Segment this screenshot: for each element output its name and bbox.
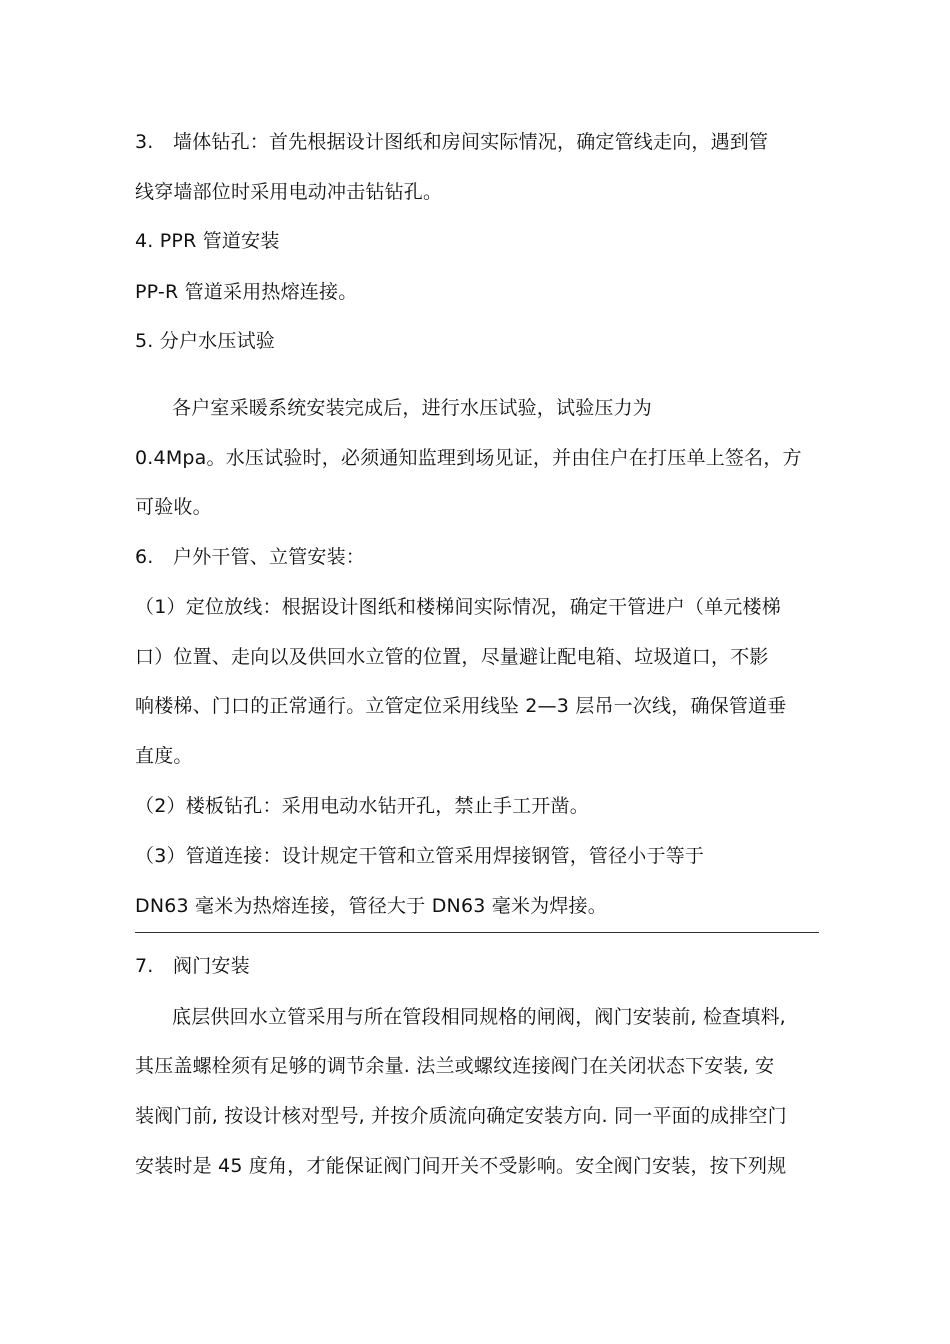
section-6-heading [135,545,825,569]
section-6-number: 6. [135,546,154,568]
section-6-item-3-line-1: （3）管道连接：设计规定干管和立管采用焊接钢管，管径小于等于 [135,845,705,867]
section-4-body: PP-R 管道采用热熔连接。 [135,281,358,303]
section-3-text: 墙体钻孔：首先根据设计图纸和房间实际情况，确定管线走向，遇到管 [173,131,769,153]
section-6-item-1-line-4: 直度。 [135,745,193,767]
section-6-item-1-line-1: （1）定位放线：根据设计图纸和楼梯间实际情况，确定干管进户（单元楼梯 [135,596,781,618]
section-7-heading [135,954,825,978]
section-7-line-4: 安装时是 45 度角，才能保证阀门间开关不受影响。安全阀门安装，按下列规 [135,1155,787,1177]
section-3-line-2: 线穿墙部位时采用电动冲击钻钻孔。 [135,181,443,203]
section-5-line-1: 各户室采暖系统安装完成后，进行水压试验，试验压力为 [172,397,653,419]
section-6-item-2: （2）楼板钻孔：采用电动水钻开孔，禁止手工开凿。 [135,795,589,817]
section-6-item-1-line-3: 响楼梯、门口的正常通行。立管定位采用线坠 2—3 层吊一次线，确保管道垂 [135,695,787,717]
section-5-line-3: 可验收。 [135,496,212,518]
horizontal-divider [135,932,819,933]
section-4-heading: 4. PPR 管道安装 [135,230,280,252]
section-6-item-3-line-2: DN63 毫米为热熔连接，管径大于 DN63 毫米为焊接。 [135,895,607,917]
section-3-line-1 [135,130,825,154]
section-5-line-2: 0.4Mpa。水压试验时，必须通知监理到场见证，并由住户在打压单上签名，方 [135,447,802,469]
section-7-line-3: 装阀门前, 按设计核对型号, 并按介质流向确定安装方向. 同一平面的成排空门 [135,1105,787,1127]
section-6-item-1-line-2: 口）位置、走向以及供回水立管的位置，尽量避让配电箱、垃圾道口，不影 [135,646,769,668]
section-3-number: 3. [135,131,154,153]
section-6-title: 户外干管、立管安装： [173,546,366,568]
section-7-line-1: 底层供回水立管采用与所在管段相同规格的闸阀，阀门安装前, 检查填料, [172,1006,786,1028]
section-7-line-2: 其压盖螺栓须有足够的调节余量. 法兰或螺纹连接阀门在关闭状态下安装, 安 [135,1055,775,1077]
section-7-title: 阀门安装 [173,955,250,977]
section-7-number: 7. [135,955,154,977]
section-5-heading: 5. 分户水压试验 [135,330,275,352]
